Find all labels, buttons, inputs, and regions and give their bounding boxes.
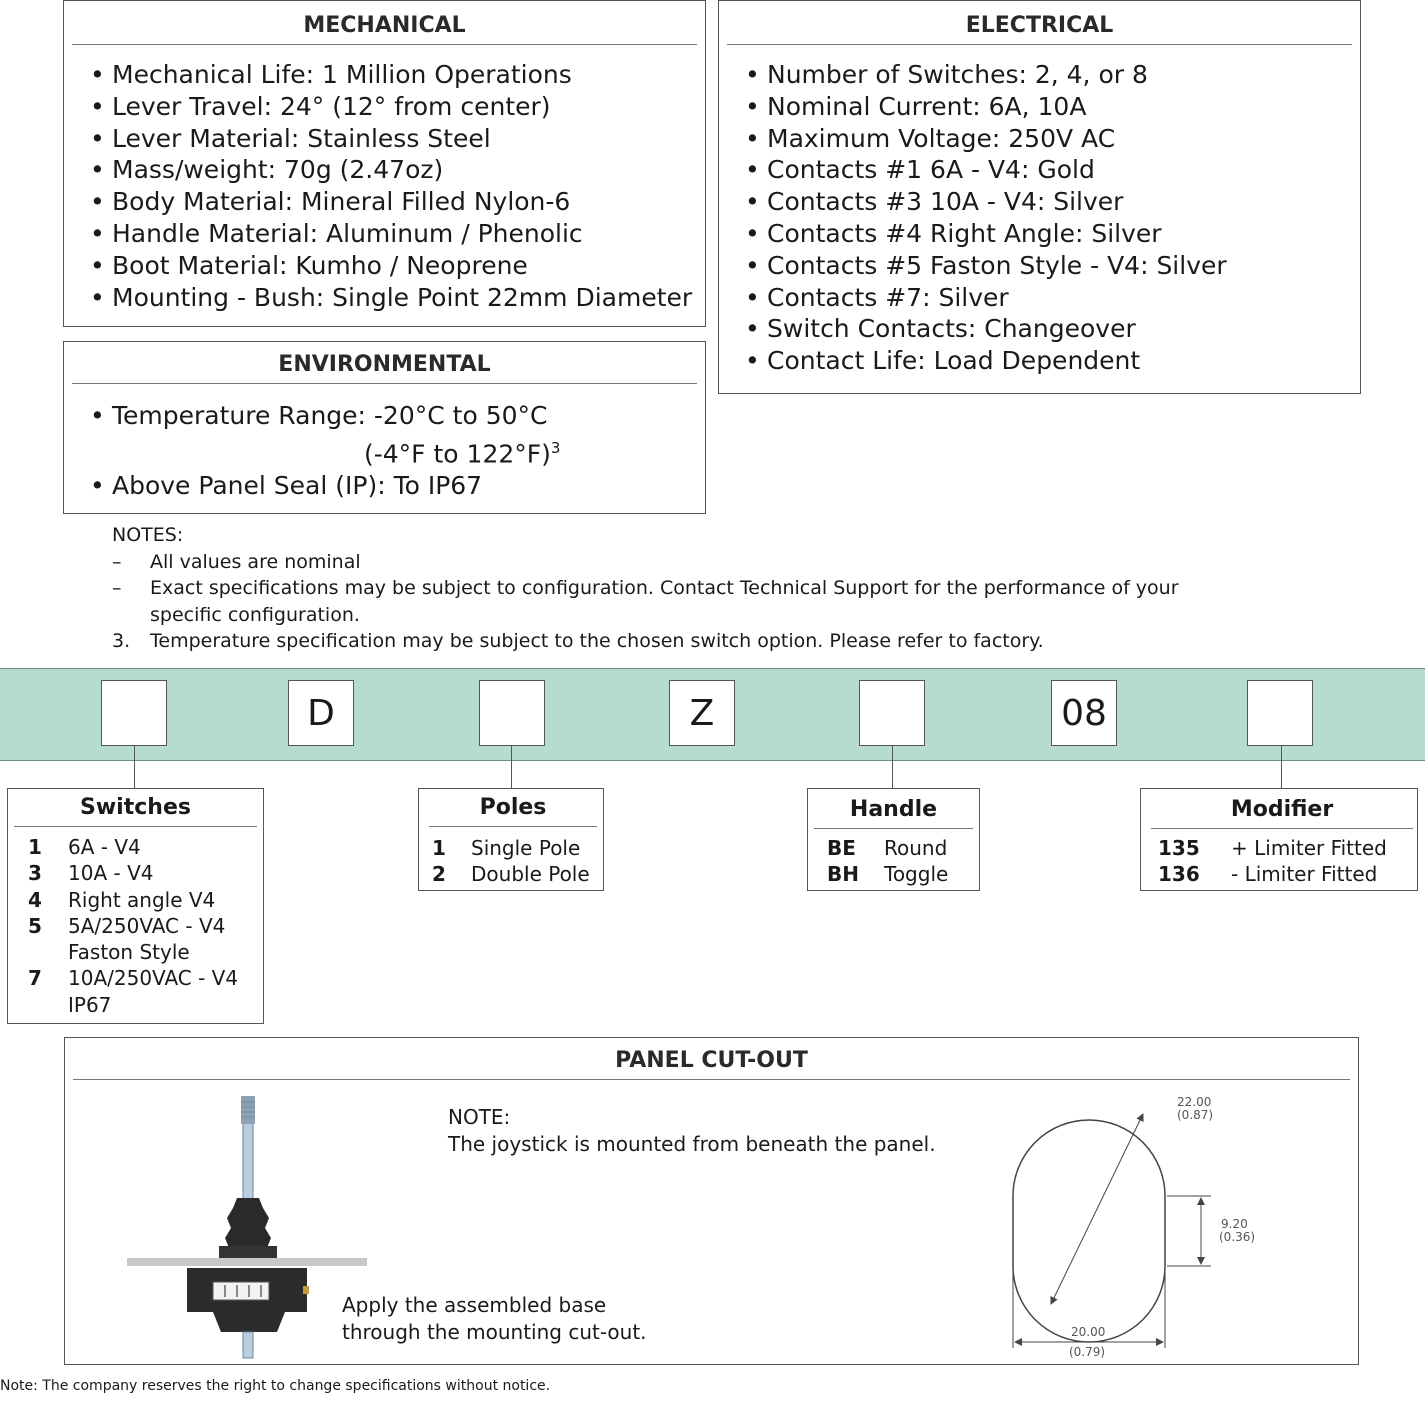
- temperature-fahrenheit: [64, 432, 705, 470]
- spec-item: [745, 282, 1360, 314]
- switches-option: [28, 834, 263, 860]
- switches-option: [28, 913, 263, 939]
- spec-text: Contacts #1 6A - V4: Gold: [767, 155, 1095, 185]
- note-marker: –: [112, 550, 122, 573]
- panel-cutout-box: [64, 1037, 1359, 1365]
- spec-item: [90, 154, 705, 186]
- option-text: IP67: [68, 992, 112, 1017]
- bullet: •: [90, 60, 105, 89]
- spec-item: [90, 59, 705, 91]
- switches-option: [28, 939, 263, 965]
- bullet: •: [745, 123, 760, 153]
- bullet: •: [745, 282, 760, 312]
- part-code-box[interactable]: [101, 680, 167, 746]
- spec-text: Handle Material: Aluminum / Phenolic: [112, 218, 583, 248]
- electrical-box: [718, 0, 1361, 394]
- dim-diameter: 22.00: [1177, 1095, 1212, 1109]
- notes-heading: NOTES:: [112, 524, 184, 546]
- option-text: Single Pole: [471, 836, 581, 860]
- option-text: Round: [884, 836, 948, 860]
- bullet: •: [745, 60, 760, 89]
- switches-title: Switches: [14, 795, 257, 827]
- spec-item: [90, 250, 705, 282]
- note-item: [112, 602, 1179, 629]
- option-text: + Limiter Fitted: [1231, 836, 1387, 860]
- option-text: - Limiter Fitted: [1231, 862, 1378, 887]
- environmental-title: ENVIRONMENTAL: [72, 352, 697, 384]
- spec-text: Nominal Current: 6A, 10A: [767, 91, 1087, 121]
- option-code: 4: [28, 887, 42, 912]
- option-code: 7: [28, 966, 42, 991]
- panel-note-text: The joystick is mounted from beneath the panel.: [448, 1132, 936, 1156]
- poles-rows: [419, 835, 603, 888]
- option-code: 5: [28, 913, 42, 938]
- mechanical-list: [64, 59, 705, 313]
- option-text: 5A/250VAC - V4: [68, 913, 226, 938]
- environmental-item: • Temperature Range: -20°C to 50°C: [90, 401, 548, 430]
- spec-text: Contacts #7: Silver: [767, 282, 1009, 312]
- option-code: 1: [28, 835, 42, 859]
- note-text: All values are nominal: [150, 550, 361, 573]
- option-code: 1: [432, 836, 446, 860]
- part-code-box[interactable]: [479, 680, 545, 746]
- connector-handle: [892, 746, 893, 788]
- footnote-3: 3: [550, 438, 561, 457]
- poles-title: Poles: [429, 795, 597, 827]
- bullet: •: [745, 187, 760, 217]
- note-item: [112, 575, 1179, 602]
- spec-text: Contacts #5 Faston Style - V4: Silver: [767, 250, 1227, 280]
- handle-title: Handle: [814, 797, 973, 829]
- option-code: BH: [827, 862, 859, 887]
- apply-line-1: Apply the assembled base: [342, 1293, 607, 1317]
- switches-option: [28, 860, 263, 886]
- panel-seal: Above Panel Seal (IP): To IP67: [112, 471, 483, 501]
- handle-box: [807, 788, 980, 891]
- spec-text: Contacts #3 10A - V4: Silver: [767, 187, 1124, 217]
- bullet: •: [90, 218, 105, 248]
- temperature-f-text: (-4°F to 122°F): [364, 439, 551, 469]
- connector-switches: [134, 746, 135, 788]
- handle-option: [827, 861, 979, 887]
- bullet: •: [90, 250, 105, 280]
- note-item: [112, 549, 1179, 576]
- spec-text: Switch Contacts: Changeover: [767, 314, 1136, 344]
- poles-option: [432, 835, 603, 861]
- note-marker: [112, 602, 150, 629]
- option-text: 6A - V4: [68, 835, 141, 859]
- handle-rows: [808, 835, 979, 888]
- option-code: 2: [432, 862, 446, 887]
- spec-text: Mounting - Bush: Single Point 22mm Diameter: [112, 282, 693, 312]
- apply-line-2: through the mounting cut-out.: [342, 1320, 647, 1344]
- dim-flat-in: (0.36): [1219, 1230, 1255, 1244]
- spec-text: Contact Life: Load Dependent: [767, 346, 1141, 376]
- environmental-box: [63, 341, 706, 514]
- spec-item: [745, 154, 1360, 186]
- dim-flat: 9.20: [1221, 1217, 1248, 1231]
- note-marker: 3.: [112, 630, 131, 652]
- spec-item: [745, 250, 1360, 282]
- part-code-box[interactable]: 08: [1051, 680, 1117, 746]
- modifier-option: [1158, 861, 1417, 887]
- spec-item: [745, 345, 1360, 377]
- note-item: [112, 628, 1179, 655]
- notes-section: [112, 522, 1179, 655]
- environmental-item: • Above Panel Seal (IP): To IP67: [90, 471, 483, 501]
- mechanical-title: MECHANICAL: [72, 13, 697, 45]
- environmental-list-2: [64, 470, 705, 502]
- part-code-box[interactable]: Z: [669, 680, 735, 746]
- bullet: •: [90, 187, 105, 217]
- modifier-rows: [1141, 835, 1417, 888]
- option-text: Faston Style: [68, 940, 190, 965]
- panel-note: [448, 1104, 936, 1158]
- bullet: •: [90, 155, 105, 185]
- bullet: •: [745, 91, 760, 121]
- electrical-title: ELECTRICAL: [727, 13, 1352, 45]
- spec-text: Mechanical Life: 1 Million Operations: [112, 60, 572, 89]
- modifier-title: Modifier: [1151, 797, 1413, 829]
- spec-item: [745, 313, 1360, 345]
- spec-item: [745, 123, 1360, 155]
- panel-apply-text: [342, 1292, 647, 1346]
- bullet: •: [745, 250, 760, 280]
- spec-text: Boot Material: Kumho / Neoprene: [112, 250, 528, 280]
- environmental-list: [64, 400, 705, 432]
- spec-text: Number of Switches: 2, 4, or 8: [767, 60, 1148, 89]
- spec-text: Mass/weight: 70g (2.47oz): [112, 155, 444, 185]
- option-text: Toggle: [884, 862, 949, 887]
- switches-box: [7, 788, 264, 1024]
- bullet: •: [745, 155, 760, 185]
- bullet: •: [745, 218, 760, 248]
- spec-item: [745, 218, 1360, 250]
- dim-diameter-in: (0.87): [1177, 1108, 1214, 1122]
- poles-option: [432, 861, 603, 887]
- panel-note-heading: NOTE:: [448, 1105, 511, 1129]
- part-code-box[interactable]: [859, 680, 925, 746]
- option-code: [28, 939, 68, 965]
- modifier-option: [1158, 835, 1417, 861]
- spec-text: Contacts #4 Right Angle: Silver: [767, 218, 1162, 248]
- temperature-range: Temperature Range: -20°C to 50°C: [112, 401, 548, 430]
- switches-option: [28, 887, 263, 913]
- bullet: •: [90, 123, 105, 153]
- spec-text: Lever Travel: 24° (12° from center): [112, 91, 551, 121]
- connector-poles: [511, 746, 512, 788]
- part-code-box[interactable]: D: [288, 680, 354, 746]
- bullet: •: [745, 346, 760, 376]
- option-code: 135: [1158, 836, 1200, 860]
- footer-note: Note: The company reserves the right to change specifications without notice.: [0, 1378, 551, 1394]
- switches-option: [28, 992, 263, 1018]
- poles-box: [418, 788, 604, 891]
- switches-option: [28, 965, 263, 991]
- part-code-box[interactable]: [1247, 680, 1313, 746]
- spec-text: Body Material: Mineral Filled Nylon-6: [112, 187, 571, 217]
- switches-rows: [8, 834, 263, 1018]
- option-text: Double Pole: [471, 862, 590, 887]
- option-text: 10A/250VAC - V4: [68, 966, 239, 991]
- spec-item: [90, 91, 705, 123]
- bullet: •: [90, 91, 105, 121]
- option-code: 136: [1158, 862, 1200, 887]
- spec-item: [745, 91, 1360, 123]
- option-code: 3: [28, 861, 42, 886]
- option-text: Right angle V4: [68, 887, 216, 912]
- spec-text: Lever Material: Stainless Steel: [112, 123, 491, 153]
- option-text: 10A - V4: [68, 861, 154, 886]
- joystick-illustration: [125, 1096, 370, 1361]
- spec-item: [745, 59, 1360, 91]
- note-text: specific configuration.: [150, 603, 360, 626]
- note-text: Exact specifications may be subject to configuration. Contact Technical Support for the performance of your: [150, 577, 1179, 599]
- handle-option: [827, 835, 979, 861]
- spec-item: [90, 123, 705, 155]
- spec-text: Maximum Voltage: 250V AC: [767, 123, 1116, 153]
- cutout-diagram: [995, 1094, 1255, 1362]
- option-code: BE: [827, 836, 856, 860]
- note-text: Temperature specification may be subject to the chosen switch option. Please refer to factory.: [150, 630, 1044, 652]
- connector-modifier: [1281, 746, 1282, 788]
- spec-item: [745, 186, 1360, 218]
- spec-item: [90, 186, 705, 218]
- spec-item: [90, 218, 705, 250]
- spec-item: [90, 282, 705, 314]
- note-marker: –: [112, 577, 122, 599]
- bullet: •: [745, 314, 760, 344]
- electrical-list: [719, 59, 1360, 377]
- bullet: •: [90, 282, 105, 312]
- dim-width-in: (0.79): [1069, 1345, 1106, 1359]
- option-code: [28, 992, 68, 1018]
- mechanical-box: [63, 0, 706, 327]
- panel-title: PANEL CUT-OUT: [73, 1048, 1350, 1080]
- dim-width: 20.00: [1071, 1325, 1106, 1339]
- modifier-box: [1140, 788, 1418, 891]
- notes-list: [112, 549, 1179, 655]
